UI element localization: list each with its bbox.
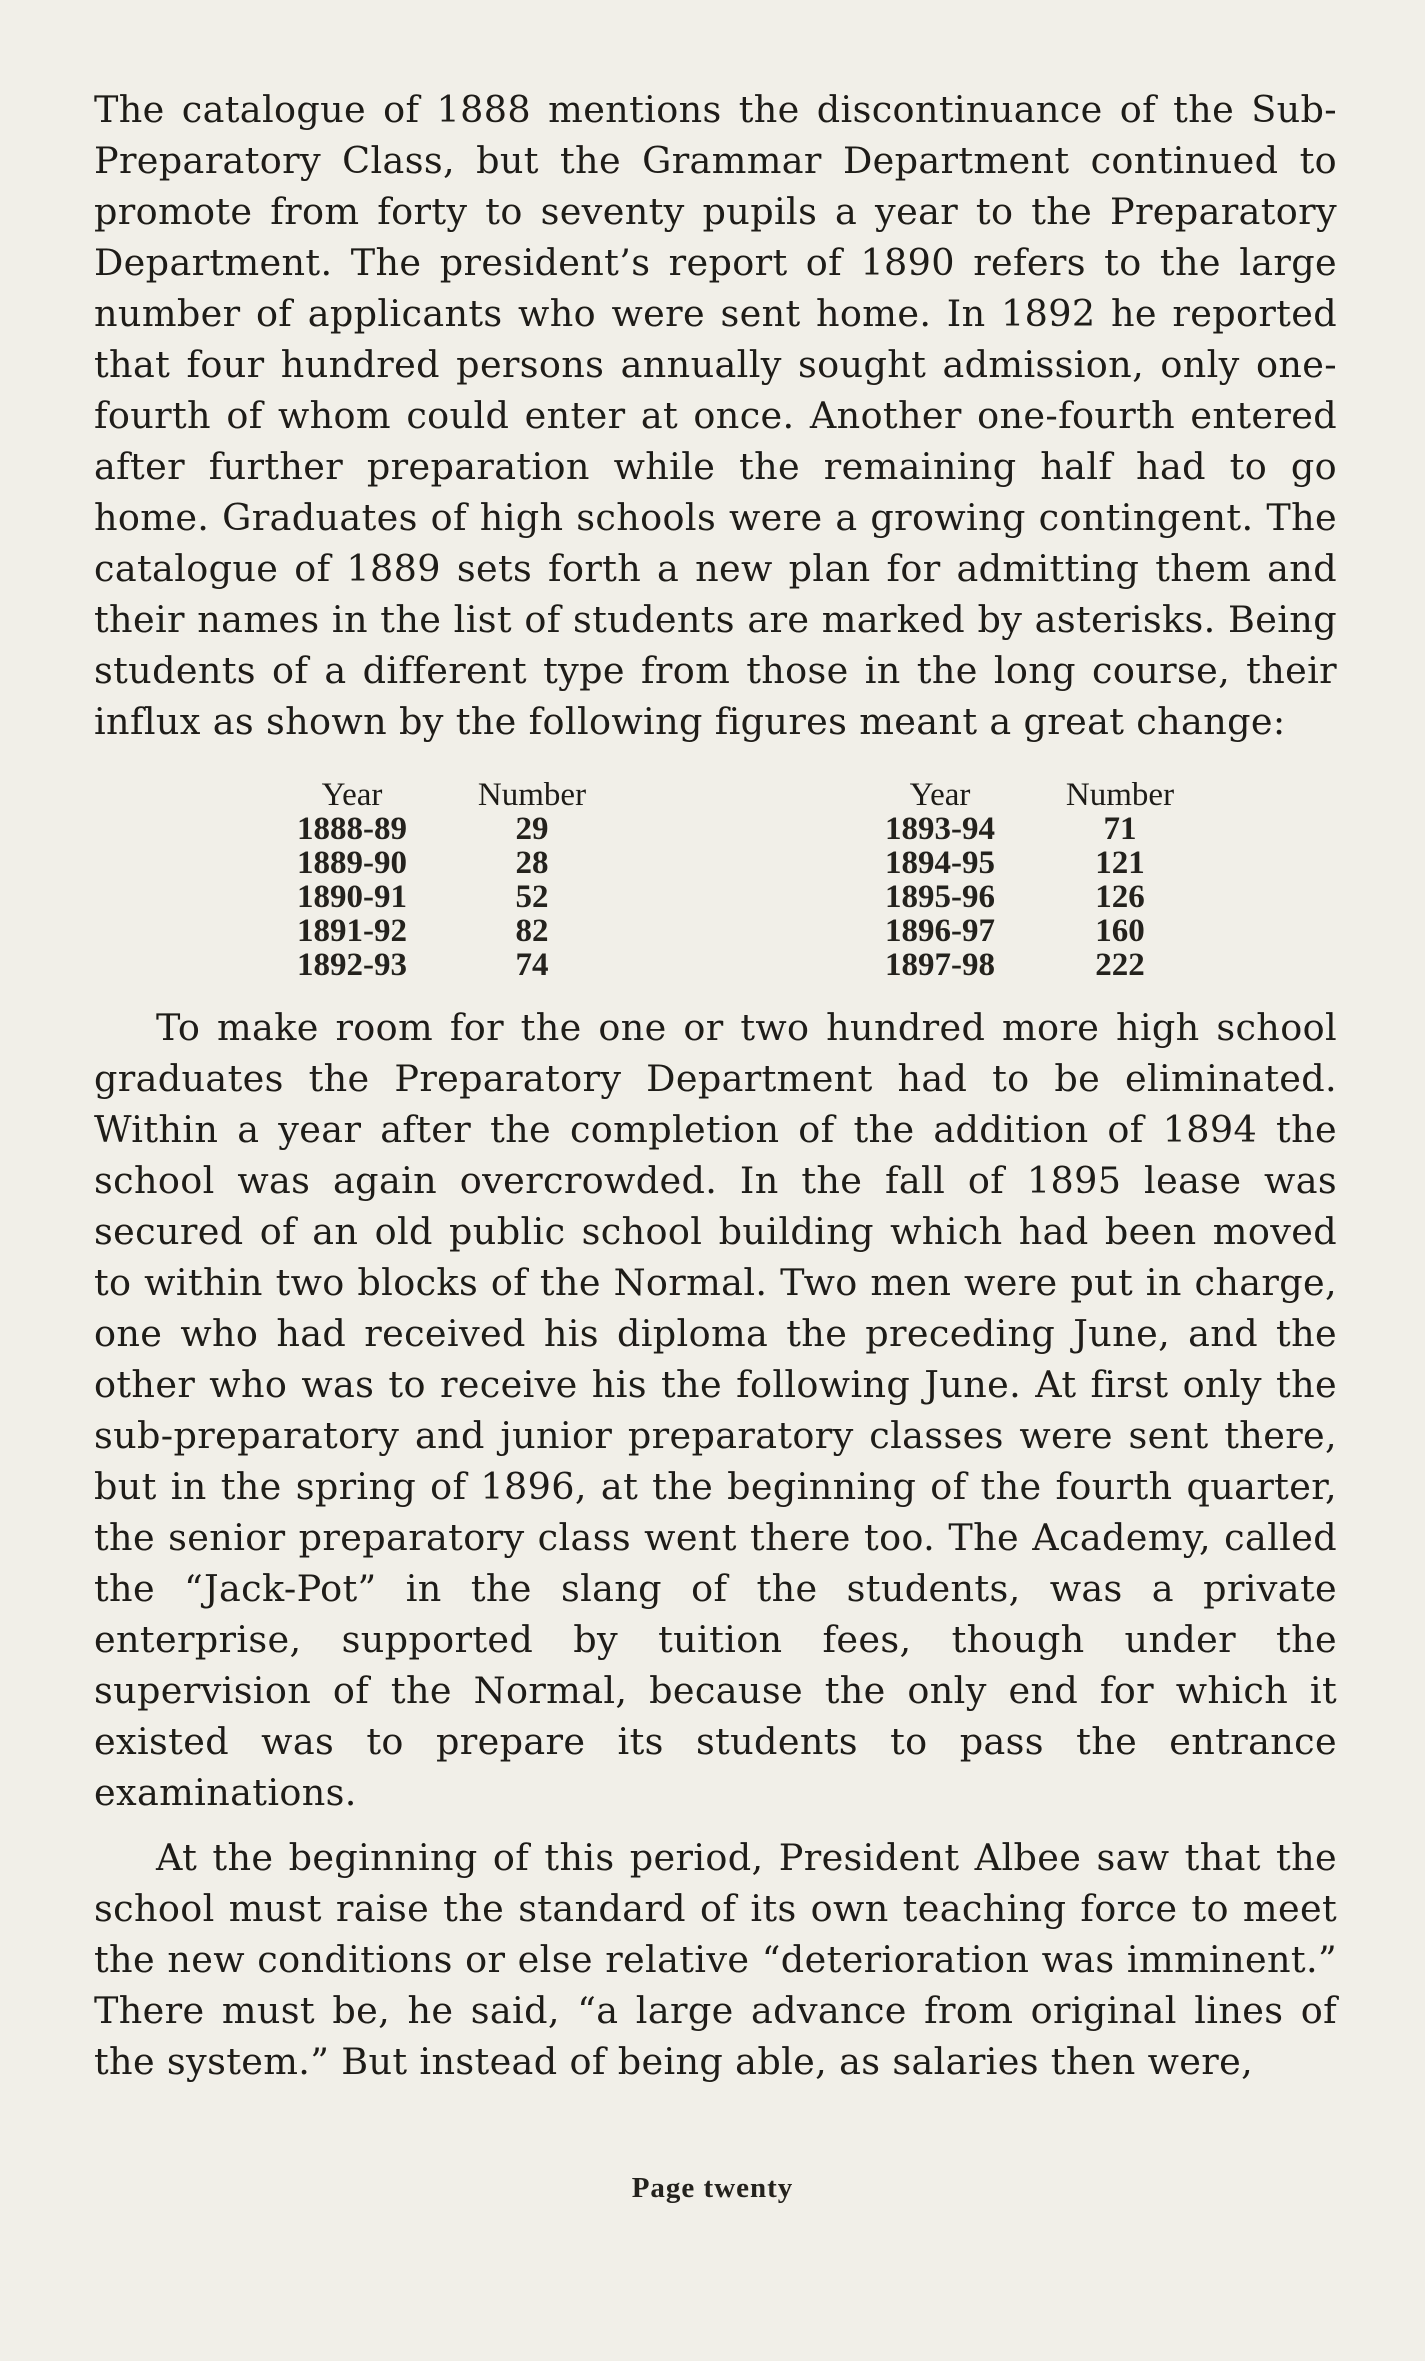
column-header-year: Year bbox=[909, 777, 971, 813]
number-cell: 160 bbox=[1095, 913, 1145, 949]
page-body bbox=[94, 84, 1337, 2087]
table-row bbox=[860, 948, 1220, 982]
table-row bbox=[860, 846, 1220, 880]
number-cell: 121 bbox=[1095, 845, 1145, 881]
number-cell: 126 bbox=[1095, 879, 1145, 915]
table-gap bbox=[632, 778, 860, 982]
page-number: Page twenty bbox=[631, 2172, 794, 2204]
table-row bbox=[272, 948, 632, 982]
number-cell: 28 bbox=[515, 845, 549, 881]
enrollment-table-right bbox=[860, 778, 1220, 982]
enrollment-table bbox=[94, 778, 1337, 982]
number-cell: 222 bbox=[1095, 947, 1145, 983]
table-row bbox=[272, 914, 632, 948]
number-cell: 71 bbox=[1103, 811, 1137, 847]
column-header-number: Number bbox=[477, 777, 587, 813]
year-cell: 1894-95 bbox=[885, 845, 995, 881]
number-cell: 52 bbox=[515, 879, 549, 915]
table-row bbox=[860, 880, 1220, 914]
table-row bbox=[272, 812, 632, 846]
year-cell: 1890-91 bbox=[297, 879, 407, 915]
year-cell: 1889-90 bbox=[297, 845, 407, 881]
year-cell: 1897-98 bbox=[885, 947, 995, 983]
paragraph-president-albee: At the beginning of this period, President Albee saw that the school must raise the standard of its own teaching force to meet the new conditions or else relative “deterioration was imminent.” There must be, he said, “a large advance from original lines of the system.” But instead of being able, as salaries then were, bbox=[94, 1836, 1337, 2083]
table-row bbox=[860, 812, 1220, 846]
column-header-year: Year bbox=[321, 777, 383, 813]
table-row bbox=[860, 914, 1220, 948]
year-cell: 1891-92 bbox=[297, 913, 407, 949]
number-cell: 74 bbox=[515, 947, 549, 983]
paragraph-preparatory-eliminated: To make room for the one or two hundred more high school graduates the Preparatory Department had to be eliminated. Within a year after the completion of the addition of 1894 the school was again overcrowded. In the fall of 1895 lease was secured of an old public school building which had been moved to within two blocks of the Normal. Two men were put in charge, one who had received his diploma the preceding June, and the other who was to receive his the following June. At first only the sub-preparatory and junior preparatory classes were sent there, but in the spring of 1896, at the beginning of the fourth quarter, the senior preparatory class went there too. The Academy, called the “Jack-Pot” in the slang of the students, was a private enterprise, supported by tuition fees, though under the supervision of the Normal, because the only end for which it existed was to prepare its students to pass the entrance examinations. bbox=[94, 1006, 1337, 1814]
table-row bbox=[272, 846, 632, 880]
year-cell: 1892-93 bbox=[297, 947, 407, 983]
table-row bbox=[272, 880, 632, 914]
number-cell: 29 bbox=[515, 811, 549, 847]
column-header-number: Number bbox=[1065, 777, 1175, 813]
enrollment-table-left bbox=[272, 778, 632, 982]
year-cell: 1896-97 bbox=[885, 913, 995, 949]
number-cell: 82 bbox=[515, 913, 549, 949]
year-cell: 1895-96 bbox=[885, 879, 995, 915]
year-cell: 1888-89 bbox=[297, 811, 407, 847]
year-cell: 1893-94 bbox=[885, 811, 995, 847]
paragraph-catalogue-1888: The catalogue of 1888 mentions the discontinuance of the Sub-Preparatory Class, but the Grammar Department continued to promote from forty to seventy pupils a year to the Preparatory Department. The president’s report of 1890 refers to the large number of applicants who were sent home. In 1892 he reported that four hundred persons annually sought admission, only one-fourth of whom could enter at once. Another one-fourth entered after further preparation while the remaining half had to go home. Graduates of high schools were a growing contingent. The catalogue of 1889 sets forth a new plan for admitting them and their names in the list of students are marked by asterisks. Being students of a different type from those in the long course, their influx as shown by the following figures meant a great change: bbox=[94, 88, 1337, 743]
